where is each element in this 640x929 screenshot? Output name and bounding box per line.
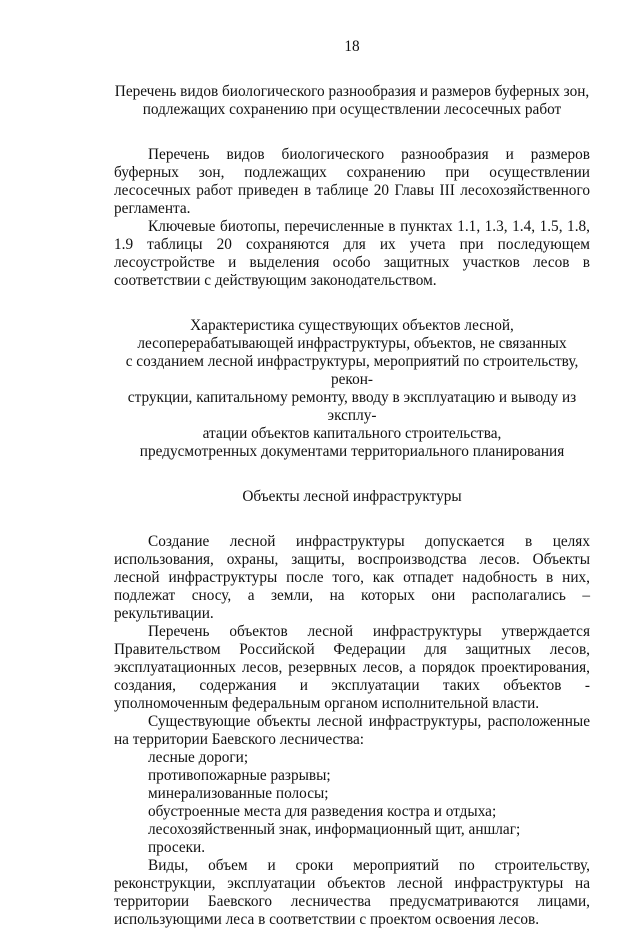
paragraph: Ключевые биотопы, перечисленные в пунктах 1.1, 1.3, 1.4, 1.5, 1.8, 1.9 таблицы 20 сохраняются для их учета при последующем лесоустройстве и выделения особо защитных участков лесов в соответствии с действующим законодательством.	[114, 218, 590, 289]
heading-line: Перечень видов биологического разнообразия и размеров буферных зон,	[114, 83, 590, 100]
infrastructure-list	[114, 749, 590, 857]
heading-line: с созданием лесной инфраструктуры, мероприятий по строительству, рекон-	[125, 353, 579, 388]
page-number: 18	[344, 38, 360, 55]
section-heading-infrastructure-characteristics	[114, 317, 590, 461]
list-item: лесные дороги;	[148, 749, 249, 766]
heading-line: струкции, капитальному ремонту, вводу в эксплуатацию и выводу из эксплу-	[127, 389, 577, 424]
heading-line: атации объектов капитального строительства,	[202, 425, 502, 442]
list-item: обустроенные места для разведения костра и отдыха;	[148, 803, 497, 820]
heading-line: подлежащих сохранению при осуществлении лесосечных работ	[142, 101, 562, 118]
list-item: просеки.	[148, 839, 206, 856]
heading-line: лесоперерабатывающей инфраструктуры, объектов, не связанных	[137, 335, 567, 352]
section-heading-biodiversity	[114, 83, 590, 119]
paragraph: Перечень объектов лесной инфраструктуры утверждается Правительством Российской Федерации для защитных лесов, эксплуатационных лесов, резервных лесов, а порядок проектирования, создания, содержания и эксплуатации таких объектов - уполномоченным федеральным органом исполнительной власти.	[114, 623, 590, 712]
heading-line: предусмотренных документами территориального планирования	[139, 443, 565, 460]
list-item: минерализованные полосы;	[148, 785, 329, 802]
list-item: противопожарные разрывы;	[148, 767, 331, 784]
paragraph: Перечень видов биологического разнообразия и размеров буферных зон, подлежащих сохранению при осуществлении лесосечных работ приведен в таблице 20 Главы III лесохозяйственного регламента.	[114, 146, 590, 217]
list-item: лесохозяйственный знак, информационный щит, аншлаг;	[148, 821, 521, 838]
section-heading-forest-infrastructure: Объекты лесной инфраструктуры	[242, 488, 462, 505]
paragraph: Виды, объем и сроки мероприятий по строительству, реконструкции, эксплуатации объектов лесной инфраструктуры на территории Баевского лесничества предусматриваются лицами, использующими леса в соответствии с проектом освоения лесов.	[114, 857, 590, 928]
paragraph: Существующие объекты лесной инфраструктуры, расположенные на территории Баевского лесничества:	[114, 713, 590, 748]
heading-line: Характеристика существующих объектов лесной,	[190, 317, 514, 334]
paragraph: Создание лесной инфраструктуры допускается в целях использования, охраны, защиты, воспроизводства лесов. Объекты лесной инфраструктуры после того, как отпадет надобность в них, подлежат сносу, а земли, на которых они располагались – рекультивации.	[114, 533, 590, 622]
